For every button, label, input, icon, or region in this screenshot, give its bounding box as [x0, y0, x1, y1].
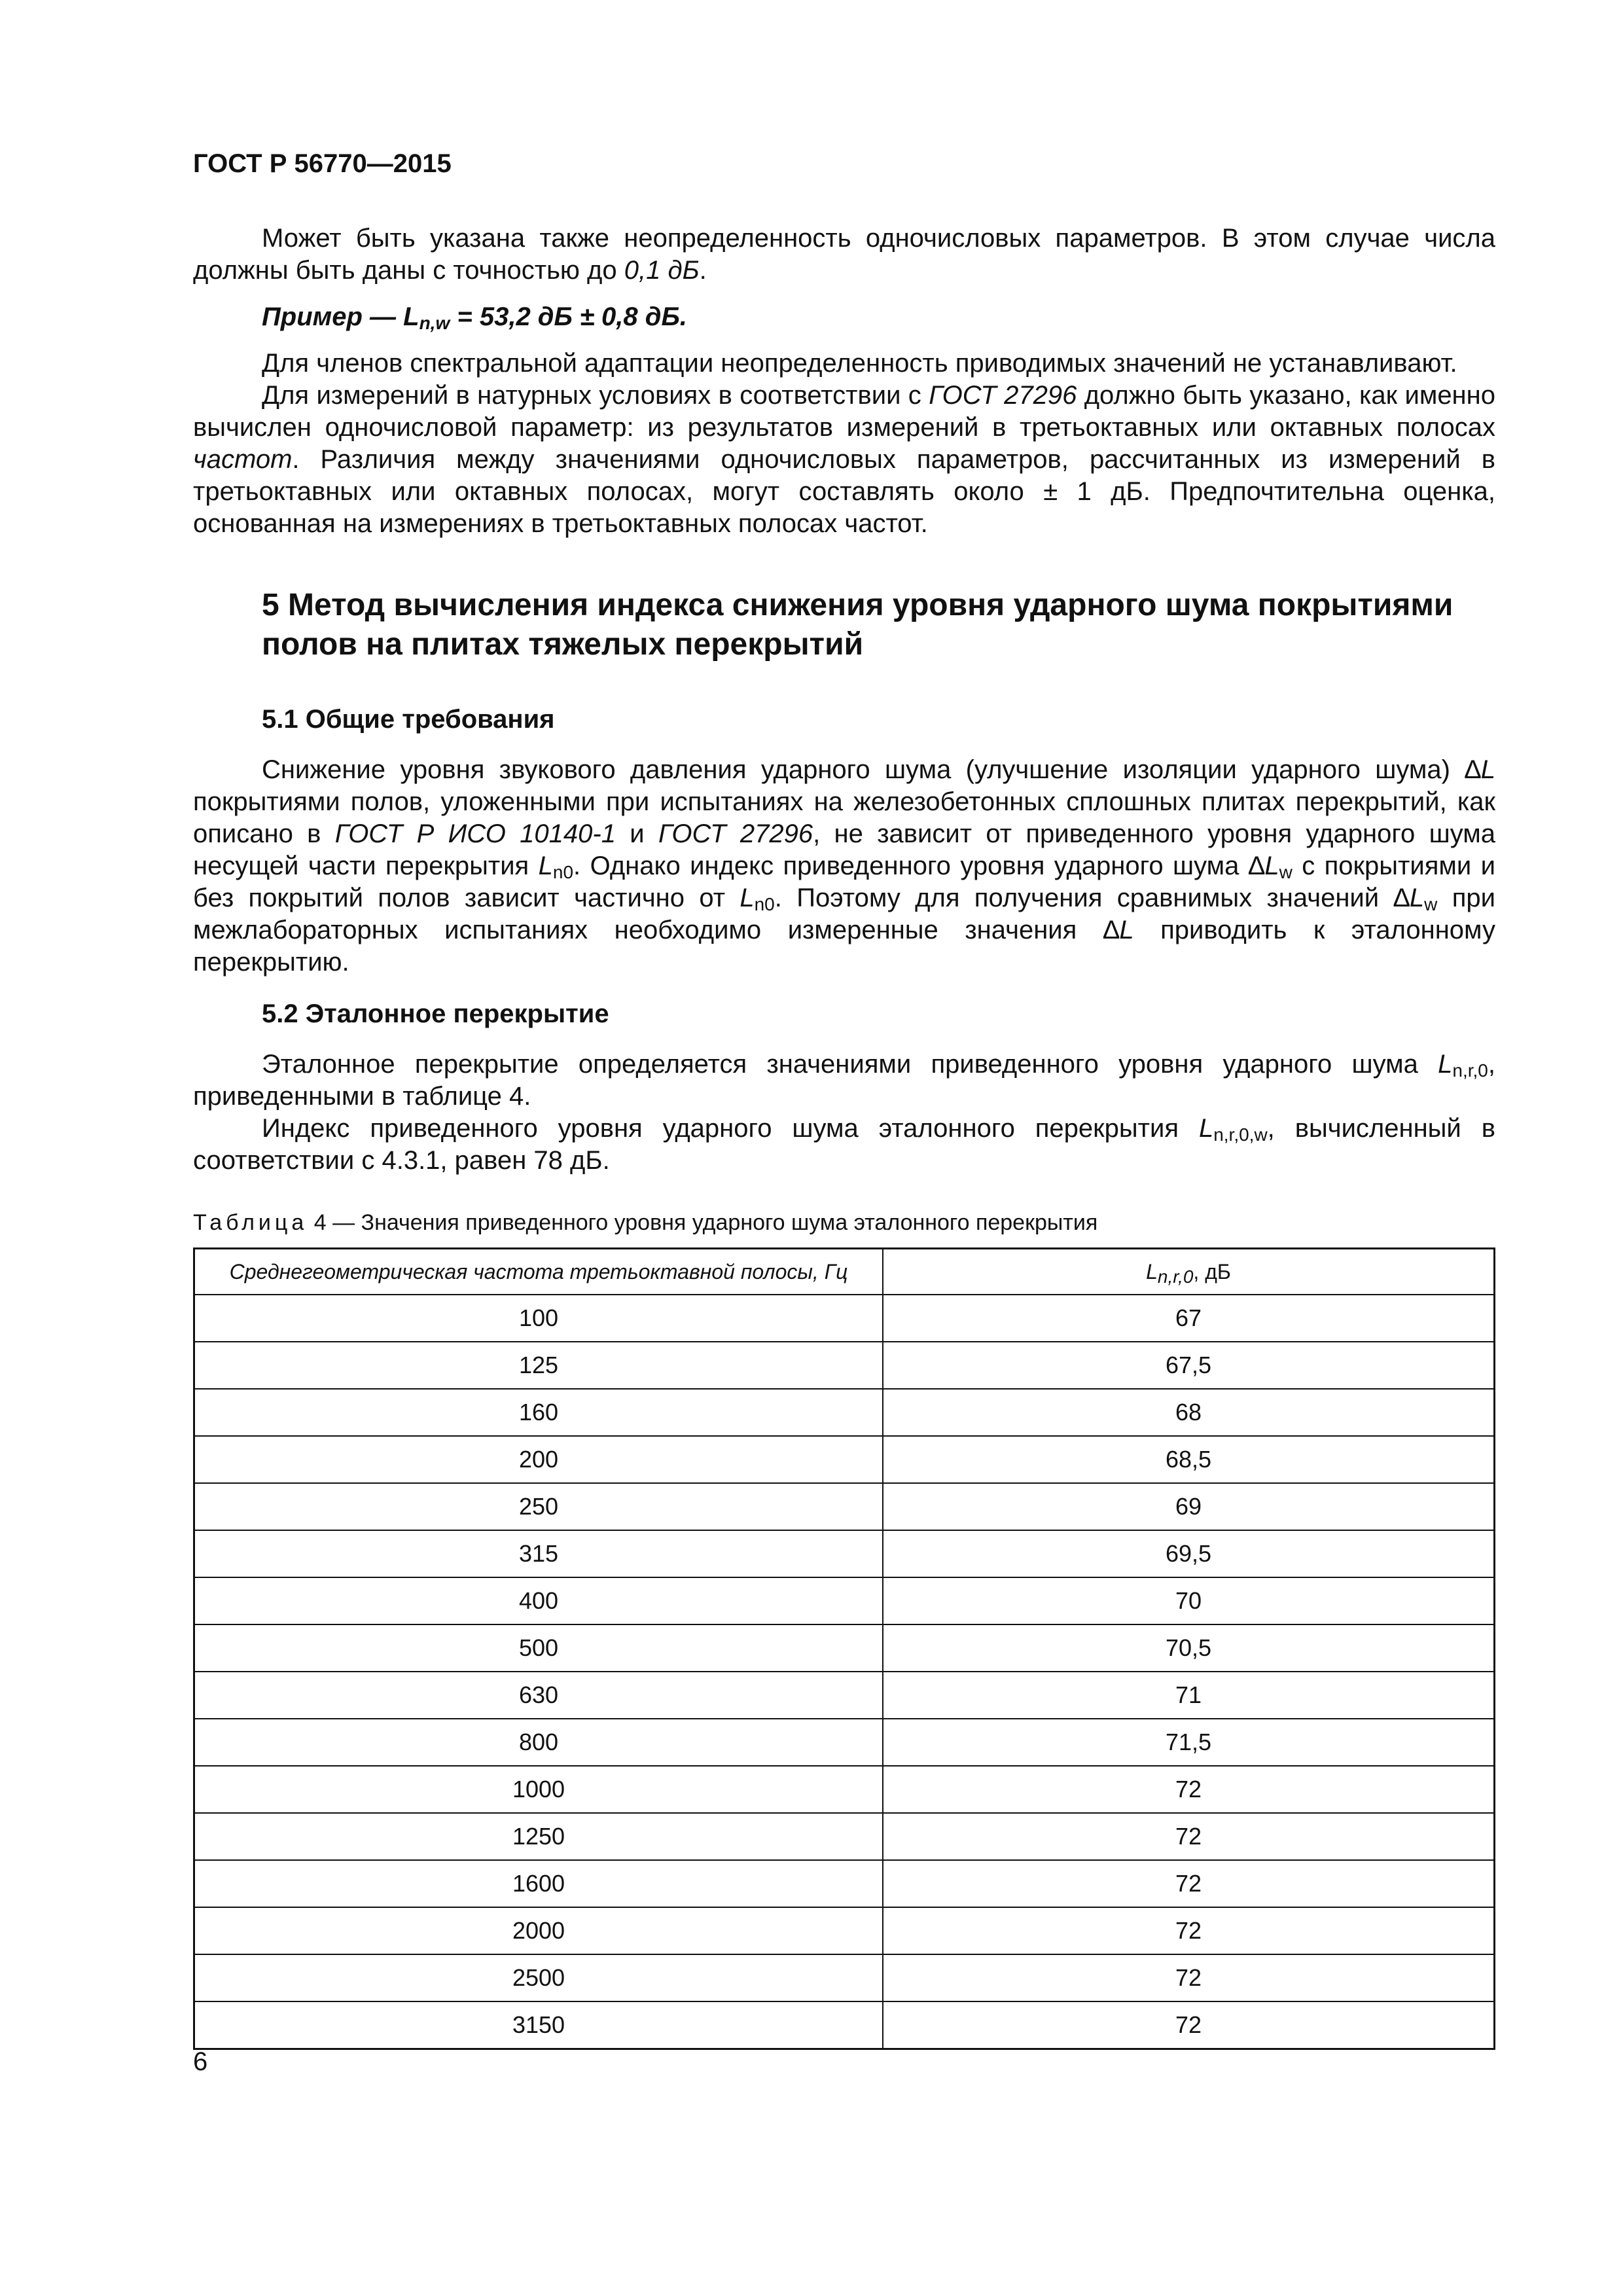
frequency-cell: 3150 [194, 2001, 883, 2049]
level-cell: 70,5 [883, 1624, 1495, 1672]
section-5-heading: 5 Метод вычисления индекса снижения уровня ударного шума покрытиями полов на плитах тяжелых перекрытий [262, 588, 1454, 662]
page-content [193, 223, 1495, 2050]
spectral-adaptation-paragraph: Для членов спектральной адаптации неопределенность приводимых значений не устанавливают. [262, 349, 1457, 378]
frequency-cell: 160 [194, 1389, 883, 1436]
table-row [194, 1907, 1495, 1954]
table-row [194, 1813, 1495, 1860]
table-row [194, 1295, 1495, 1342]
field-measurements-paragraph: Для измерений в натурных условиях в соответствии с ГОСТ 27296 должно быть указано, как именно вычислен одночисловой параметр: из результатов измерений в третьоктавных или октавных полосах частот. Различия между значениями одночисловых параметров, рассчитанных из измерений в третьоктавных или октавных полосах, могут составлять около ± 1 дБ. Предпочтительна оценка, основанная на измерениях в третьоктавных полосах частот. [193, 381, 1495, 538]
frequency-cell: 2500 [194, 1954, 883, 2001]
uncertainty-paragraph: Может быть указана также неопределенность одночисловых параметров. В этом случае числа должны быть даны с точностью до 0,1 дБ. [193, 224, 1495, 285]
level-cell: 72 [883, 2001, 1495, 2049]
frequency-cell: 250 [194, 1483, 883, 1530]
level-cell: 71 [883, 1672, 1495, 1719]
document-header: ГОСТ Р 56770—2015 [193, 149, 452, 178]
level-cell: 69 [883, 1483, 1495, 1530]
frequency-cell: 800 [194, 1719, 883, 1766]
table-row [194, 1436, 1495, 1483]
frequency-cell: 400 [194, 1577, 883, 1624]
table-row [194, 1577, 1495, 1624]
table-row [194, 1766, 1495, 1813]
level-cell: 67,5 [883, 1342, 1495, 1389]
table-row [194, 1483, 1495, 1530]
level-column-header: $L_{n,r,0}$, дБ [883, 1249, 1495, 1295]
reference-floor-paragraph: Эталонное перекрытие определяется значениями приведенного уровня ударного шума $L_{n,r,0}$, приведенными в таблице 4. [193, 1050, 1495, 1111]
level-cell: 69,5 [883, 1530, 1495, 1577]
table-row [194, 1672, 1495, 1719]
frequency-cell: 125 [194, 1342, 883, 1389]
frequency-column-header: Среднегеометрическая частота третьоктавной полосы, Гц [194, 1249, 883, 1295]
level-cell: 68 [883, 1389, 1495, 1436]
table-row [194, 1624, 1495, 1672]
table-row [194, 1389, 1495, 1436]
table-row [194, 1530, 1495, 1577]
level-cell: 72 [883, 1860, 1495, 1907]
table-row [194, 1342, 1495, 1389]
reference-floor-table [193, 1247, 1495, 2050]
level-cell: 72 [883, 1954, 1495, 2001]
frequency-cell: 100 [194, 1295, 883, 1342]
frequency-cell: 630 [194, 1672, 883, 1719]
level-cell: 72 [883, 1766, 1495, 1813]
table-row [194, 1719, 1495, 1766]
level-cell: 71,5 [883, 1719, 1495, 1766]
table-row [194, 1954, 1495, 2001]
table-row [194, 2001, 1495, 2049]
frequency-cell: 1600 [194, 1860, 883, 1907]
section-5-2-heading: 5.2 Эталонное перекрытие [262, 999, 609, 1028]
page-number: 6 [193, 2047, 208, 2076]
example-line: Пример — $L_{n,w} = 53,2$ дБ ± 0,8 дБ. [262, 302, 687, 333]
table-caption: Таблица 4 — Значения приведенного уровня ударного шума эталонного перекрытия [193, 1210, 1098, 1235]
general-requirements-paragraph: Снижение уровня звукового давления ударного шума (улучшение изоляции ударного шума) ∆L покрытиями полов, уложенными при испытаниях на железобетонных сплошных плитах перекрытий, как описано в ГОСТ Р ИСО 10140-1 и ГОСТ 27296, не зависит от приведенного уровня ударного шума несущей части перекрытия $L_{n0}$. Однако индекс приведенного уровня ударного шума $\Delta L_w$ с покрытиями и без покрытий полов зависит частично от $L_{n0}$. Поэтому для получения сравнимых значений $\Delta L_w$ при межлабораторных испытаниях необходимо измеренные значения ∆L приводить к эталонному перекрытию. [193, 755, 1496, 977]
level-cell: 68,5 [883, 1436, 1495, 1483]
level-cell: 70 [883, 1577, 1495, 1624]
level-cell: 72 [883, 1907, 1495, 1954]
table-row [194, 1860, 1495, 1907]
frequency-cell: 1250 [194, 1813, 883, 1860]
frequency-cell: 2000 [194, 1907, 883, 1954]
level-cell: 72 [883, 1813, 1495, 1860]
frequency-cell: 315 [194, 1530, 883, 1577]
frequency-cell: 500 [194, 1624, 883, 1672]
table-header-row [194, 1249, 1495, 1295]
frequency-cell: 1000 [194, 1766, 883, 1813]
reference-index-paragraph: Индекс приведенного уровня ударного шума эталонного перекрытия $L_{n,r,0,w}$, вычисленный в соответствии с 4.3.1, равен 78 дБ. [193, 1114, 1495, 1175]
level-cell: 67 [883, 1295, 1495, 1342]
frequency-cell: 200 [194, 1436, 883, 1483]
section-5-1-heading: 5.1 Общие требования [262, 705, 555, 734]
